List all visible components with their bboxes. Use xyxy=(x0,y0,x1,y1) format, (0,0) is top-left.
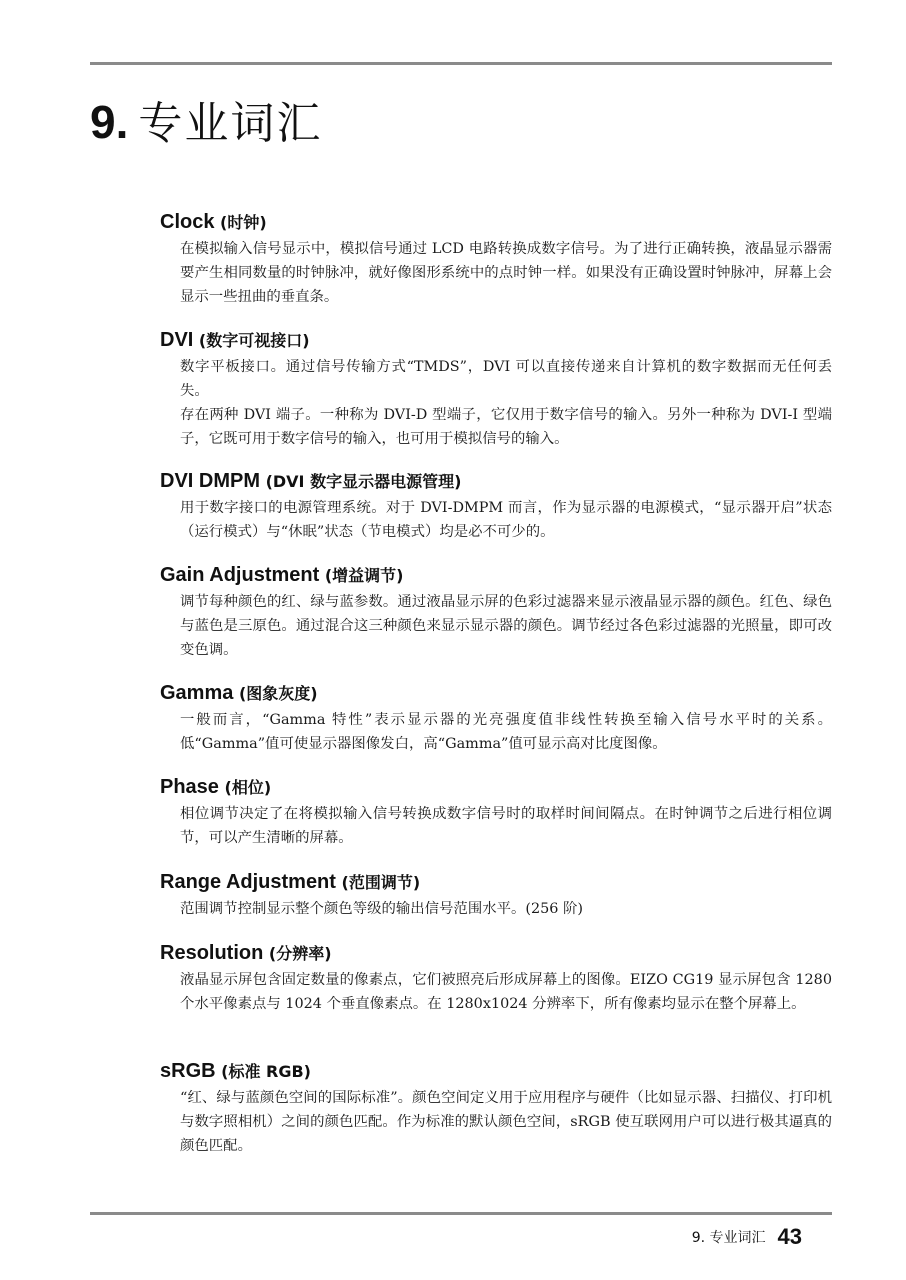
entry-description xyxy=(180,355,832,451)
entry-description xyxy=(180,708,832,756)
term-cn: (分辨率) xyxy=(268,944,332,963)
entry-term xyxy=(160,210,832,235)
chapter-number: 9. xyxy=(90,96,129,148)
term-en: sRGB xyxy=(160,1060,216,1082)
entry-paragraph: 相位调节决定了在将模拟输入信号转换成数字信号时的取样时间间隔点。在时钟调节之后进行相位调节，可以产生清晰的屏幕。 xyxy=(180,806,832,846)
footer-chapter-label: 9. 专业词汇 xyxy=(691,1230,766,1246)
entry-paragraph: 调节每种颜色的红、绿与蓝参数。通过液晶显示屏的色彩过滤器来显示液晶显示器的颜色。红色、绿色与蓝色是三原色。通过混合这三种颜色来显示显示器的颜色。调节经过各色彩过滤器的光照量，即可改变色调。 xyxy=(180,594,832,658)
entry-paragraph: 一般而言，“Gamma 特性”表示显示器的光亮强度值非线性转换至输入信号水平时的关系。低“Gamma”值可使显示器图像发白，高“Gamma”值可显示高对比度图像。 xyxy=(180,712,832,752)
term-cn: (相位) xyxy=(224,778,272,797)
glossary-entry-dvi-dmpm xyxy=(160,469,832,544)
glossary-entry-phase xyxy=(160,775,832,850)
entry-paragraph: 在模拟输入信号显示中，模拟信号通过 LCD 电路转换成数字信号。为了进行正确转换，液晶显示器需要产生相同数量的时钟脉冲，就好像图形系统中的点时钟一样。如果没有正确设置时钟脉冲，屏幕上会显示一些扭曲的垂直条。 xyxy=(180,241,832,305)
entry-description xyxy=(180,968,832,1016)
top-rule xyxy=(90,62,832,65)
page-number: 43 xyxy=(777,1224,802,1249)
term-en: Range Adjustment xyxy=(160,871,336,893)
entry-term xyxy=(160,328,832,353)
term-cn: (DVI 数字显示器电源管理) xyxy=(265,472,462,491)
entry-description xyxy=(180,237,832,309)
entry-term xyxy=(160,941,832,966)
entry-term xyxy=(160,681,832,706)
entry-description xyxy=(180,1086,832,1158)
entry-term xyxy=(160,469,832,494)
entry-term xyxy=(160,1059,832,1084)
page-footer xyxy=(692,1224,802,1250)
term-cn: (增益调节) xyxy=(324,566,404,585)
term-cn: (数字可视接口) xyxy=(198,331,310,350)
chapter-title: 专业词汇 xyxy=(138,98,323,149)
term-en: Gain Adjustment xyxy=(160,564,320,586)
term-cn: (图象灰度) xyxy=(238,684,318,703)
entry-description xyxy=(180,496,832,544)
term-en: DVI xyxy=(160,329,194,351)
glossary-entry-resolution xyxy=(160,941,832,1016)
entry-term xyxy=(160,870,832,895)
chapter-heading xyxy=(90,92,322,154)
term-en: Phase xyxy=(160,776,219,798)
entry-description xyxy=(180,897,832,921)
glossary-entry-gain-adjustment xyxy=(160,563,832,662)
entry-term xyxy=(160,775,832,800)
term-en: DVI DMPM xyxy=(160,470,260,492)
entry-paragraph: “红、绿与蓝颜色空间的国际标准”。颜色空间定义用于应用程序与硬件（比如显示器、扫描仪、打印机与数字照相机）之间的颜色匹配。作为标准的默认颜色空间，sRGB 使互联网用户可以进行极其逼真的颜色匹配。 xyxy=(180,1090,832,1154)
entry-paragraph: 存在两种 DVI 端子。一种称为 DVI-D 型端子，它仅用于数字信号的输入。另外一种称为 DVI-I 型端子，它既可用于数字信号的输入，也可用于模拟信号的输入。 xyxy=(180,407,832,447)
entry-description xyxy=(180,590,832,662)
glossary-entry-srgb xyxy=(160,1059,832,1158)
term-en: Resolution xyxy=(160,942,264,964)
term-cn: (标准 RGB) xyxy=(221,1062,311,1081)
entry-description xyxy=(180,802,832,850)
glossary-entry-dvi xyxy=(160,328,832,451)
bottom-rule xyxy=(90,1212,832,1215)
term-cn: (时钟) xyxy=(220,213,267,232)
term-en: Clock xyxy=(160,211,215,233)
glossary-entry-clock xyxy=(160,210,832,309)
term-cn: (范围调节) xyxy=(341,873,421,892)
entry-paragraph: 范围调节控制显示整个颜色等级的输出信号范围水平。(256 阶) xyxy=(180,901,584,917)
glossary-entry-gamma xyxy=(160,681,832,756)
glossary-entry-range-adjustment xyxy=(160,870,832,921)
entry-paragraph: 用于数字接口的电源管理系统。对于 DVI-DMPM 而言，作为显示器的电源模式，“显示器开启”状态（运行模式）与“休眠”状态（节电模式）均是必不可少的。 xyxy=(180,500,832,540)
entry-paragraph: 数字平板接口。通过信号传输方式“TMDS”，DVI 可以直接传递来自计算机的数字数据而无任何丢失。 xyxy=(180,359,832,399)
entry-paragraph: 液晶显示屏包含固定数量的像素点，它们被照亮后形成屏幕上的图像。EIZO CG19 显示屏包含 1280 个水平像素点与 1024 个垂直像素点。在 1280x1024 分辨率下，所有像素均显示在整个屏幕上。 xyxy=(180,972,832,1012)
entry-term xyxy=(160,563,832,588)
term-en: Gamma xyxy=(160,682,234,704)
